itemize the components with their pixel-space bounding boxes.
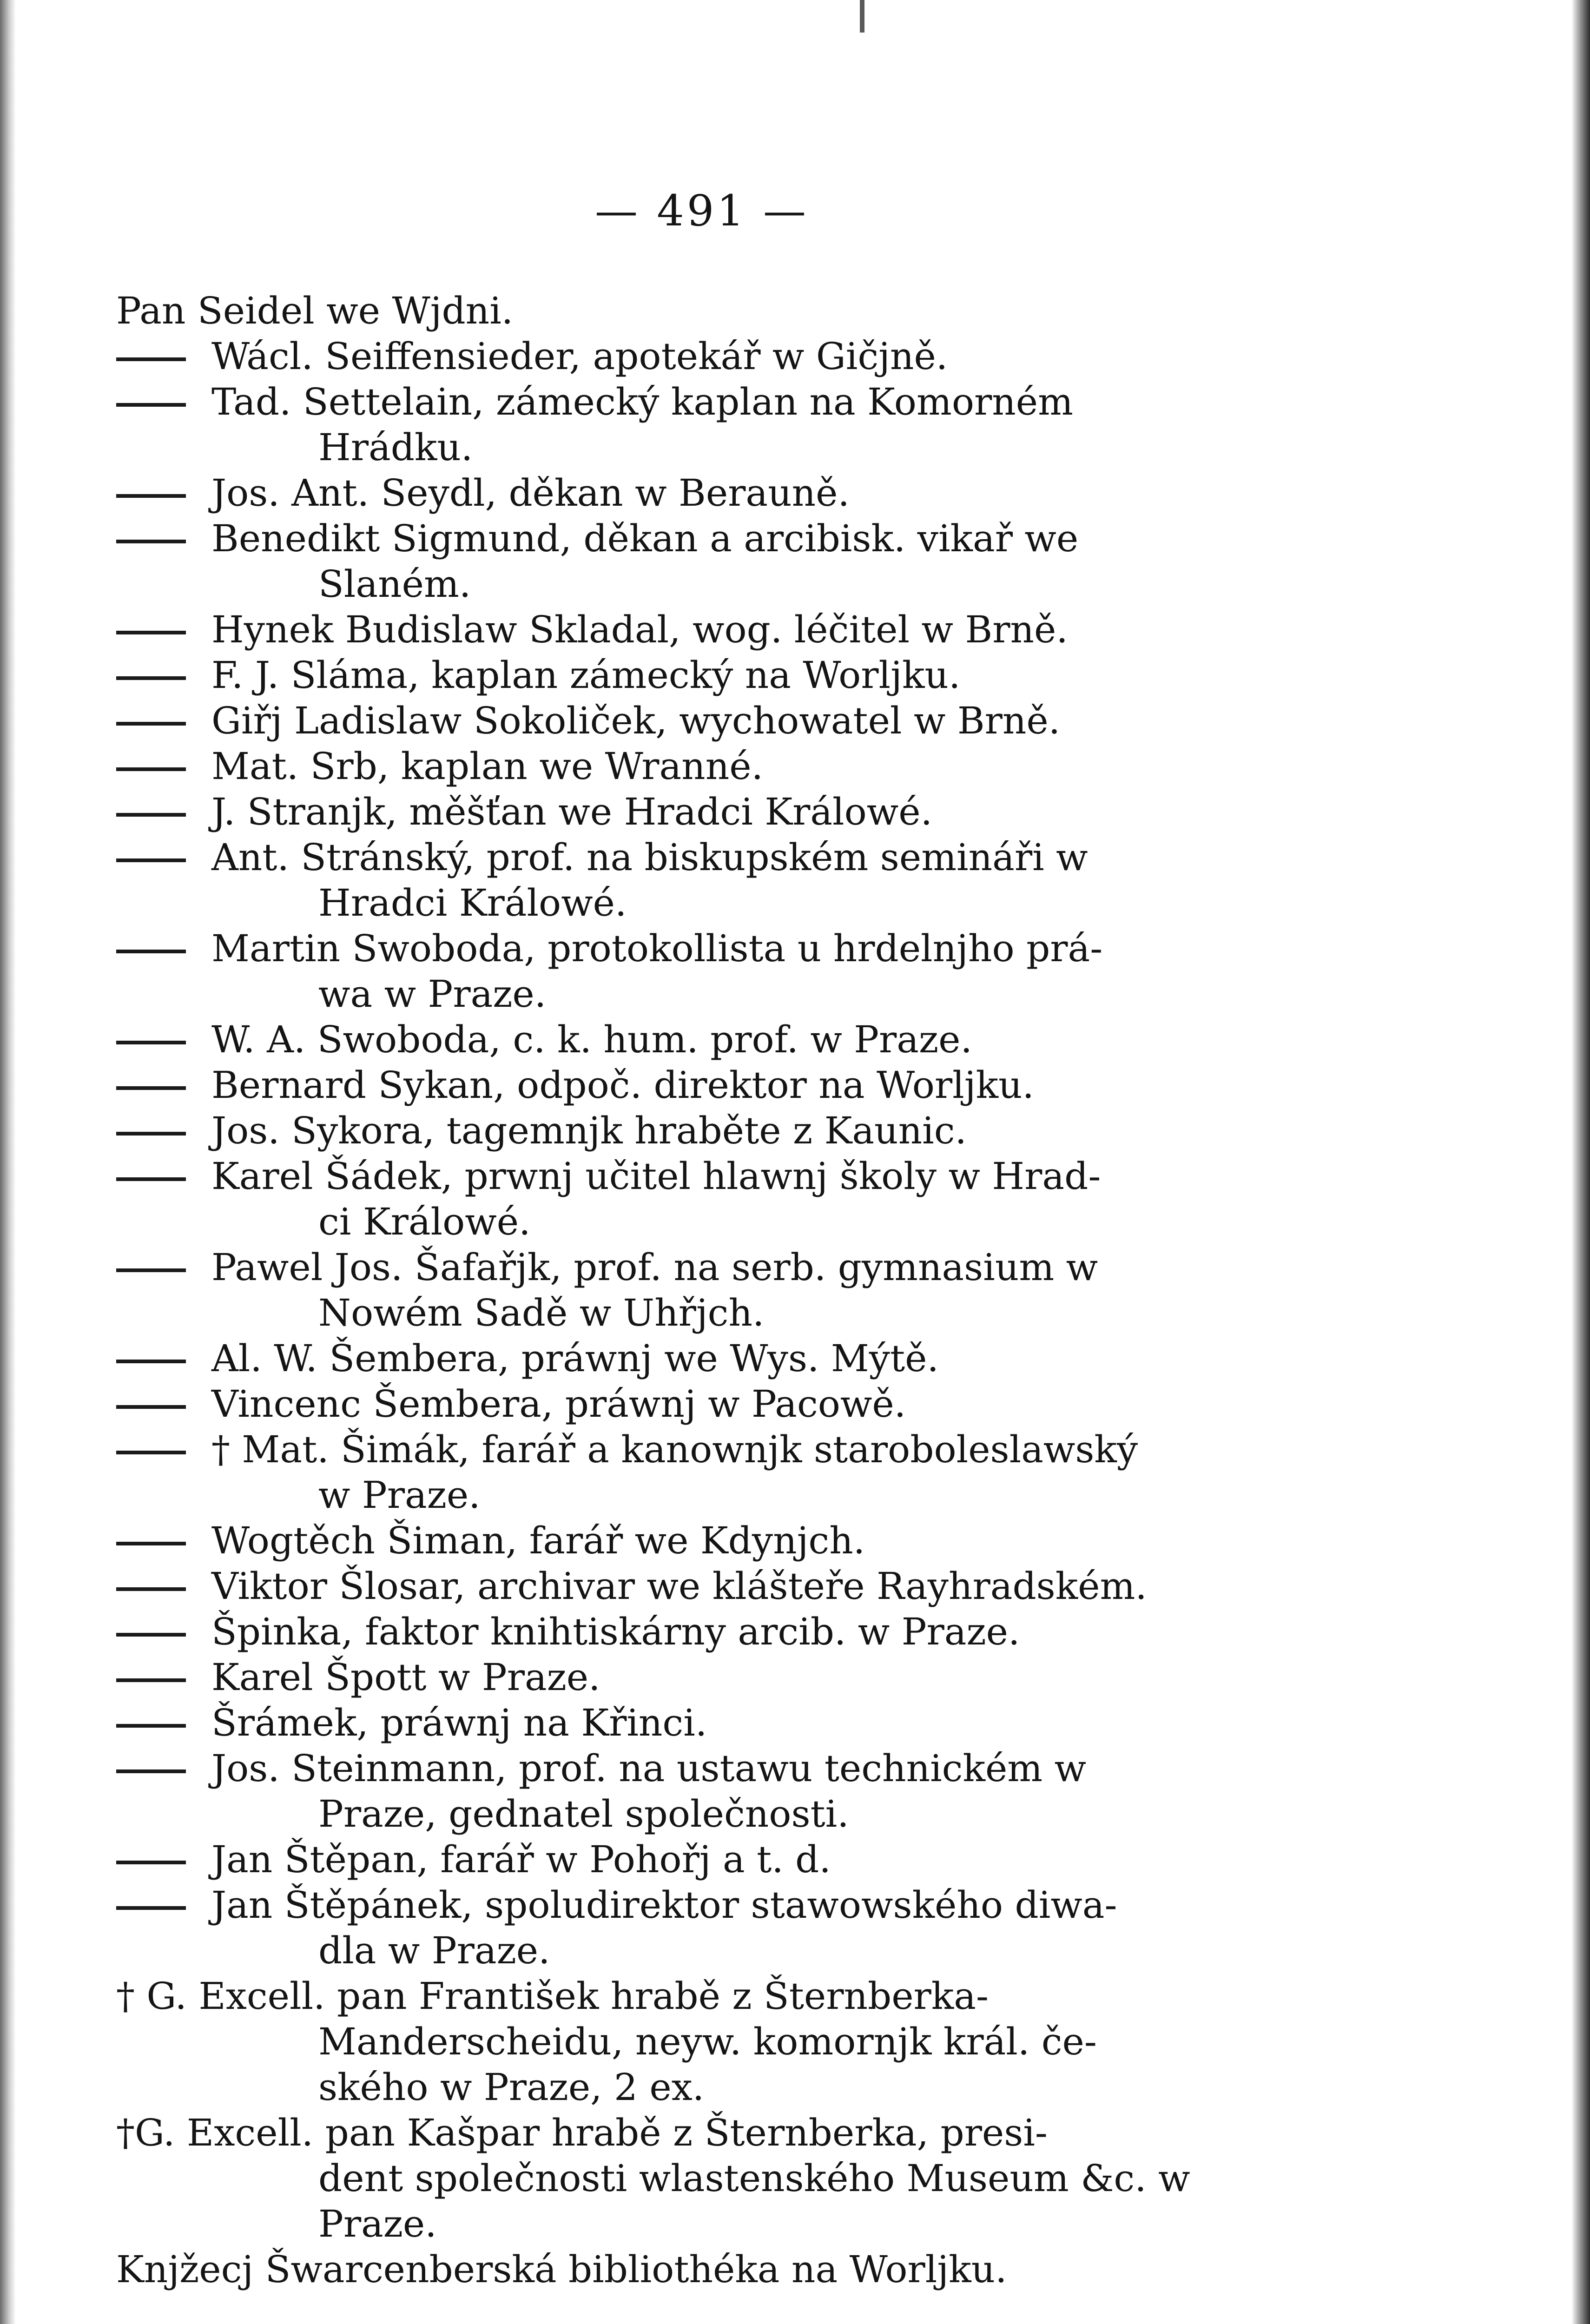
entry-first-line (116, 1609, 1287, 1655)
entry-continuation-line: dla w Praze. (318, 1929, 550, 1972)
list-item (116, 1154, 1287, 1245)
entry-first-line (116, 379, 1287, 425)
entry-text: †G. Excell. pan Kašpar hrabě z Šternberka, presi- (116, 2111, 1048, 2154)
entry-text: Giřj Ladislaw Sokoliček, wychowatel w Brně. (211, 699, 1061, 742)
list-item (116, 698, 1287, 744)
page-number: — 491 — (594, 186, 809, 236)
entry-text: Viktor Šlosar, archivar we klášteře Rayhradském. (211, 1565, 1147, 1608)
entry-first-line (116, 1108, 1287, 1154)
ditto-dash (116, 1086, 186, 1090)
book-page (116, 186, 1287, 2324)
list-item (116, 1609, 1287, 1655)
entry-text: Benedikt Sigmund, děkan a arcibisk. vikař we (211, 517, 1079, 560)
entry-continuation-line: Praze. (318, 2202, 437, 2245)
scan-top-mark (860, 0, 864, 33)
entry-continuation-line: ského w Praze, 2 ex. (318, 2066, 705, 2109)
ditto-dash (116, 1268, 186, 1272)
list-item (116, 653, 1287, 698)
entry-first-line (116, 516, 1287, 561)
entry-text: Jos. Steinmann, prof. na ustawu technickém w (211, 1747, 1087, 1790)
entry-first-line (116, 1063, 1287, 1108)
entry-first-line (116, 926, 1287, 971)
entry-first-line (116, 1700, 1287, 1746)
entry-first-line (116, 1837, 1287, 1882)
entry-text: Al. W. Šembera, práwnj we Wys. Mýtě. (211, 1337, 939, 1380)
list-item (116, 1063, 1287, 1108)
ditto-dash (116, 767, 186, 771)
entry-first-line (116, 470, 1287, 516)
entry-first-line (116, 2110, 1287, 2156)
entry-first-line (116, 2247, 1287, 2292)
entry-text: Jos. Ant. Seydl, děkan w Berauně. (211, 471, 850, 515)
entry-first-line (116, 334, 1287, 379)
list-item (116, 744, 1287, 789)
list-item (116, 288, 1287, 334)
entry-first-line (116, 744, 1287, 789)
entry-text: Tad. Settelain, zámecký kaplan na Komorném (211, 380, 1073, 423)
ditto-dash (116, 1132, 186, 1136)
ditto-dash (116, 950, 186, 953)
entry-first-line (116, 789, 1287, 835)
list-item (116, 1655, 1287, 1700)
entry-first-line (116, 1427, 1287, 1472)
entry-text: Šrámek, práwnj na Křinci. (211, 1701, 707, 1744)
ditto-dash (116, 1405, 186, 1409)
entry-text: Vincenc Šembera, práwnj w Pacowě. (211, 1382, 906, 1426)
list-item (116, 1974, 1287, 2110)
ditto-dash (116, 1542, 186, 1545)
entry-first-line (116, 1381, 1287, 1427)
list-item (116, 1518, 1287, 1564)
entry-continuation-line: Slaném. (318, 562, 471, 606)
ditto-dash (116, 1451, 186, 1454)
entry-text: Jan Štěpánek, spoludirektor stawowského diwa- (211, 1883, 1117, 1927)
entry-text: F. J. Sláma, kaplan zámecký na Worljku. (211, 654, 961, 697)
list-item (116, 334, 1287, 379)
ditto-dash (116, 494, 186, 498)
entry-text: Wácl. Seiffensieder, apotekář w Gičjně. (211, 335, 948, 378)
entry-text: † Mat. Šimák, farář a kanownjk staroboleslawský (211, 1428, 1138, 1471)
entry-first-line (116, 1154, 1287, 1199)
entry-text: Hynek Budislaw Skladal, wog. léčitel w Brně. (211, 608, 1068, 651)
list-item (116, 1746, 1287, 1837)
entry-text: Pan Seidel we Wjdni. (116, 289, 514, 332)
ditto-dash (116, 357, 186, 361)
entry-first-line (116, 1336, 1287, 1381)
list-item (116, 1882, 1287, 1974)
ditto-dash (116, 1769, 186, 1773)
entry-text: Karel Špott w Praze. (211, 1656, 600, 1699)
entry-text: W. A. Swoboda, c. k. hum. prof. w Praze. (211, 1018, 972, 1061)
scan-edge-left (0, 0, 16, 2324)
entry-first-line (116, 1655, 1287, 1700)
ditto-dash (116, 676, 186, 680)
list-item (116, 1108, 1287, 1154)
entry-continuation-line: Praze, gednatel společnosti. (318, 1792, 849, 1835)
list-item (116, 516, 1287, 607)
entry-text: Mat. Srb, kaplan we Wranné. (211, 745, 763, 788)
entry-first-line (116, 1017, 1287, 1063)
ditto-dash (116, 540, 186, 543)
entry-text: Jos. Sykora, tagemnjk hraběte z Kaunic. (211, 1109, 967, 1152)
ditto-dash (116, 631, 186, 634)
entry-first-line (116, 1245, 1287, 1290)
list-item (116, 1700, 1287, 1746)
ditto-dash (116, 1906, 186, 1910)
entry-first-line (116, 1974, 1287, 2019)
entry-text: Pawel Jos. Šafařjk, prof. na serb. gymnasium w (211, 1246, 1098, 1289)
entry-first-line (116, 698, 1287, 744)
entry-text: Karel Šádek, prwnj učitel hlawnj školy w Hrad- (211, 1155, 1101, 1198)
list-item (116, 926, 1287, 1017)
entry-text: J. Stranjk, měšťan we Hradci Králowé. (211, 790, 933, 833)
list-item (116, 1427, 1287, 1518)
entry-first-line (116, 653, 1287, 698)
list-item (116, 835, 1287, 926)
list-item (116, 607, 1287, 653)
scan-edge-right (1571, 0, 1590, 2324)
list-item (116, 470, 1287, 516)
entry-continuation-line: Manderscheidu, neyw. komornjk král. če- (318, 2020, 1097, 2063)
list-item (116, 1017, 1287, 1063)
ditto-dash (116, 1861, 186, 1864)
entry-first-line (116, 1518, 1287, 1564)
entry-first-line (116, 288, 1287, 334)
ditto-dash (116, 722, 186, 726)
entry-text: Špinka, faktor knihtiskárny arcib. w Praze. (211, 1610, 1020, 1653)
entry-continuation-line: Hrádku. (318, 426, 473, 469)
ditto-dash (116, 1678, 186, 1682)
entry-text: Ant. Stránský, prof. na biskupském semináři w (211, 836, 1088, 879)
entry-text: Martin Swoboda, protokollista u hrdelnjho prá- (211, 927, 1103, 970)
entry-first-line (116, 1882, 1287, 1928)
entry-text: Bernard Sykan, odpoč. direktor na Worljku. (211, 1063, 1034, 1107)
ditto-dash (116, 858, 186, 862)
entry-text: Wogtěch Šiman, farář we Kdynjch. (211, 1519, 865, 1562)
list-item (116, 1837, 1287, 1882)
ditto-dash (116, 813, 186, 817)
entry-continuation-line: wa w Praze. (318, 972, 547, 1016)
entry-continuation-line: dent společnosti wlastenského Museum &c. w (318, 2157, 1190, 2200)
entry-continuation-line: Nowém Sadě w Uhřjch. (318, 1291, 765, 1334)
entry-text: Jan Štěpan, farář w Pohořj a t. d. (211, 1838, 831, 1881)
list-item (116, 2247, 1287, 2292)
ditto-dash (116, 1724, 186, 1728)
list-item (116, 2110, 1287, 2247)
list-item (116, 1564, 1287, 1609)
entry-continuation-line: Hradci Králowé. (318, 881, 627, 924)
list-item (116, 789, 1287, 835)
ditto-dash (116, 1633, 186, 1637)
ditto-dash (116, 1041, 186, 1044)
entry-continuation-line: ci Králowé. (318, 1200, 531, 1243)
ditto-dash (116, 1360, 186, 1363)
entry-text: Knjžecj Šwarcenberská bibliothéka na Worljku. (116, 2248, 1007, 2291)
entry-continuation-line: w Praze. (318, 1473, 481, 1517)
entry-first-line (116, 607, 1287, 653)
ditto-dash (116, 403, 186, 407)
subscriber-list (116, 288, 1287, 2292)
ditto-dash (116, 1587, 186, 1591)
list-item (116, 379, 1287, 470)
list-item (116, 1381, 1287, 1427)
list-item (116, 1336, 1287, 1381)
entry-first-line (116, 1746, 1287, 1791)
entry-text: † G. Excell. pan František hrabě z Šternberka- (116, 1974, 989, 2018)
entry-first-line (116, 1564, 1287, 1609)
list-item (116, 1245, 1287, 1336)
entry-first-line (116, 835, 1287, 880)
ditto-dash (116, 1177, 186, 1181)
